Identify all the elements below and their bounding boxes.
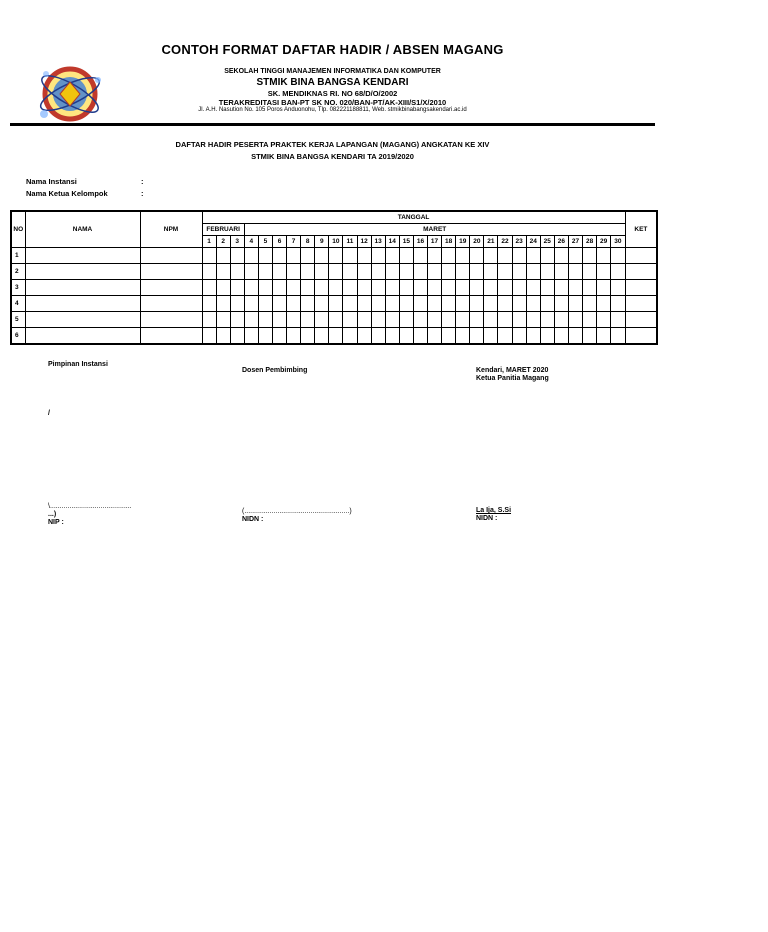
table-cell — [442, 312, 456, 328]
header-day: 10 — [329, 236, 343, 248]
header-day: 9 — [315, 236, 329, 248]
table-cell — [357, 312, 371, 328]
table-cell — [329, 280, 343, 296]
header-day: 3 — [230, 236, 244, 248]
row-number: 1 — [11, 248, 25, 264]
table-cell — [470, 264, 484, 280]
table-cell — [526, 312, 540, 328]
decree: SK. MENDIKNAS RI. NO 68/D/O/2002 — [267, 89, 398, 98]
table-cell — [357, 248, 371, 264]
table-cell — [597, 248, 611, 264]
table-cell — [470, 280, 484, 296]
table-cell — [442, 280, 456, 296]
table-cell — [540, 312, 554, 328]
table-cell — [244, 296, 258, 312]
header-day: 7 — [287, 236, 301, 248]
table-cell — [484, 312, 498, 328]
pimpinan-close: ...) — [48, 511, 57, 518]
table-cell — [301, 248, 315, 264]
table-cell — [343, 280, 357, 296]
table-cell — [512, 312, 526, 328]
table-cell — [540, 248, 554, 264]
table-cell — [512, 248, 526, 264]
school-category: SEKOLAH TINGGI MANAJEMEN INFORMATIKA DAN KOMPUTER — [224, 68, 441, 75]
table-cell — [371, 264, 385, 280]
ketua-panitia-title: Ketua Panitia Magang — [476, 375, 549, 382]
table-cell — [597, 264, 611, 280]
table-cell — [140, 296, 202, 312]
accreditation: TERAKREDITASI BAN-PT SK NO. 020/BAN-PT/AK-XIII/S1/X/2010 — [218, 98, 447, 107]
table-cell — [625, 312, 657, 328]
table-cell — [413, 296, 427, 312]
row-number: 5 — [11, 312, 25, 328]
subtitle-2: STMIK BINA BANGSA KENDARI TA 2019/2020 — [251, 152, 414, 161]
table-cell — [413, 328, 427, 345]
table-cell — [287, 280, 301, 296]
ketua-nidn: NIDN : — [476, 515, 498, 522]
header-day: 30 — [611, 236, 625, 248]
table-cell — [399, 312, 413, 328]
table-cell — [329, 312, 343, 328]
table-cell — [512, 296, 526, 312]
header-day: 22 — [498, 236, 512, 248]
header-day: 5 — [258, 236, 272, 248]
table-cell — [399, 264, 413, 280]
table-cell — [413, 280, 427, 296]
instansi-colon: : — [141, 177, 144, 186]
table-cell — [554, 312, 568, 328]
table-cell — [554, 296, 568, 312]
table-cell — [484, 296, 498, 312]
header-month-mar: MARET — [244, 224, 625, 236]
table-cell — [301, 296, 315, 312]
table-cell — [385, 280, 399, 296]
header-day: 18 — [442, 236, 456, 248]
table-cell — [625, 280, 657, 296]
header-day: 4 — [244, 236, 258, 248]
pimpinan-slash: / — [48, 410, 50, 417]
table-cell — [413, 264, 427, 280]
table-cell — [428, 264, 442, 280]
table-cell — [442, 248, 456, 264]
table-cell — [357, 280, 371, 296]
table-cell — [385, 328, 399, 345]
header-day: 17 — [428, 236, 442, 248]
table-cell — [272, 264, 286, 280]
dosen-title: Dosen Pembimbing — [242, 367, 308, 374]
table-cell — [140, 328, 202, 345]
table-cell — [456, 296, 470, 312]
table-cell — [625, 264, 657, 280]
table-cell — [399, 328, 413, 345]
table-cell — [526, 248, 540, 264]
table-cell — [357, 296, 371, 312]
table-cell — [216, 296, 230, 312]
table-cell — [456, 264, 470, 280]
table-cell — [258, 264, 272, 280]
header-day: 20 — [470, 236, 484, 248]
table-cell — [140, 280, 202, 296]
table-cell — [371, 328, 385, 345]
table-cell — [554, 328, 568, 345]
table-cell — [611, 280, 625, 296]
table-cell — [526, 296, 540, 312]
table-cell — [526, 264, 540, 280]
header-month-feb: FEBRUARI — [202, 224, 244, 236]
table-row — [11, 248, 657, 264]
table-cell — [216, 248, 230, 264]
header-day: 12 — [357, 236, 371, 248]
header-day: 2 — [216, 236, 230, 248]
table-cell — [202, 296, 216, 312]
header-day: 24 — [526, 236, 540, 248]
table-cell — [329, 264, 343, 280]
table-cell — [611, 328, 625, 345]
header-day: 13 — [371, 236, 385, 248]
table-cell — [470, 312, 484, 328]
table-cell — [202, 312, 216, 328]
table-cell — [498, 296, 512, 312]
header-day: 26 — [554, 236, 568, 248]
header-divider — [10, 123, 655, 126]
table-cell — [25, 264, 140, 280]
table-cell — [611, 248, 625, 264]
header-day: 14 — [385, 236, 399, 248]
table-cell — [413, 248, 427, 264]
ketua-colon: : — [141, 189, 144, 198]
table-cell — [371, 280, 385, 296]
header-day: 21 — [484, 236, 498, 248]
table-cell — [484, 280, 498, 296]
header-day: 23 — [512, 236, 526, 248]
table-cell — [498, 280, 512, 296]
table-cell — [25, 280, 140, 296]
document-title: CONTOH FORMAT DAFTAR HADIR / ABSEN MAGANG — [161, 42, 504, 57]
table-cell — [25, 328, 140, 345]
school-name: STMIK BINA BANGSA KENDARI — [256, 77, 409, 88]
table-cell — [498, 264, 512, 280]
table-cell — [216, 264, 230, 280]
table-cell — [583, 296, 597, 312]
table-cell — [568, 248, 582, 264]
table-cell — [385, 264, 399, 280]
table-cell — [315, 328, 329, 345]
table-cell — [244, 248, 258, 264]
table-cell — [625, 296, 657, 312]
table-cell — [272, 312, 286, 328]
table-cell — [526, 328, 540, 345]
address: Jl. A.H. Nasution No. 105 Poros Anduonohu, Tlp. 082221188811, Web. stmikbinabangsakendari.ac.id — [198, 107, 467, 113]
header-day: 29 — [597, 236, 611, 248]
table-cell — [343, 328, 357, 345]
table-row — [11, 312, 657, 328]
table-cell — [399, 248, 413, 264]
table-cell — [625, 248, 657, 264]
table-cell — [315, 312, 329, 328]
table-cell — [512, 280, 526, 296]
table-cell — [413, 312, 427, 328]
table-cell — [568, 328, 582, 345]
table-cell — [258, 296, 272, 312]
table-cell — [470, 296, 484, 312]
table-cell — [287, 248, 301, 264]
table-cell — [202, 248, 216, 264]
table-cell — [540, 280, 554, 296]
table-cell — [140, 312, 202, 328]
table-cell — [230, 280, 244, 296]
table-cell — [428, 248, 442, 264]
pimpinan-title: Pimpinan Instansi — [48, 361, 108, 368]
table-cell — [315, 280, 329, 296]
table-cell — [272, 296, 286, 312]
table-cell — [554, 248, 568, 264]
table-cell — [230, 248, 244, 264]
table-cell — [540, 328, 554, 345]
table-row — [11, 296, 657, 312]
header-day: 28 — [583, 236, 597, 248]
table-cell — [230, 264, 244, 280]
table-cell — [272, 248, 286, 264]
header-no: NO — [11, 211, 25, 248]
table-cell — [540, 296, 554, 312]
table-cell — [244, 312, 258, 328]
table-cell — [484, 264, 498, 280]
table-cell — [540, 264, 554, 280]
table-row — [11, 264, 657, 280]
table-cell — [258, 328, 272, 345]
table-cell — [554, 280, 568, 296]
table-cell — [597, 280, 611, 296]
table-cell — [611, 264, 625, 280]
table-cell — [597, 312, 611, 328]
kendari-date: Kendari, MARET 2020 — [476, 367, 549, 374]
table-cell — [583, 328, 597, 345]
table-cell — [597, 328, 611, 345]
table-cell — [301, 328, 315, 345]
table-cell — [512, 264, 526, 280]
table-cell — [244, 264, 258, 280]
table-cell — [428, 296, 442, 312]
table-cell — [456, 280, 470, 296]
ketua-label: Nama Ketua Kelompok — [26, 189, 108, 198]
table-row — [11, 328, 657, 345]
subtitle-1: DAFTAR HADIR PESERTA PRAKTEK KERJA LAPANGAN (MAGANG) ANGKATAN KE XIV — [175, 140, 490, 149]
row-number: 3 — [11, 280, 25, 296]
table-cell — [583, 312, 597, 328]
table-cell — [272, 280, 286, 296]
table-cell — [216, 312, 230, 328]
header-day: 8 — [301, 236, 315, 248]
row-number: 6 — [11, 328, 25, 345]
table-cell — [140, 248, 202, 264]
table-cell — [315, 296, 329, 312]
table-cell — [484, 328, 498, 345]
table-cell — [583, 248, 597, 264]
table-cell — [258, 248, 272, 264]
table-cell — [568, 296, 582, 312]
table-cell — [258, 280, 272, 296]
table-cell — [568, 280, 582, 296]
instansi-label: Nama Instansi — [26, 177, 77, 186]
table-cell — [512, 328, 526, 345]
table-cell — [230, 328, 244, 345]
table-cell — [371, 248, 385, 264]
table-cell — [385, 296, 399, 312]
table-cell — [287, 312, 301, 328]
table-cell — [315, 248, 329, 264]
table-cell — [399, 280, 413, 296]
table-cell — [428, 328, 442, 345]
table-cell — [568, 312, 582, 328]
table-cell — [371, 296, 385, 312]
header-npm: NPM — [140, 211, 202, 248]
table-cell — [470, 328, 484, 345]
table-cell — [301, 264, 315, 280]
table-cell — [301, 280, 315, 296]
header-day: 19 — [456, 236, 470, 248]
table-cell — [343, 296, 357, 312]
header-day: 1 — [202, 236, 216, 248]
table-cell — [428, 280, 442, 296]
header-day: 16 — [413, 236, 427, 248]
table-row — [11, 280, 657, 296]
attendance-table — [10, 210, 658, 345]
table-cell — [343, 248, 357, 264]
header-tanggal: TANGGAL — [202, 211, 625, 224]
table-cell — [329, 248, 343, 264]
table-cell — [343, 312, 357, 328]
table-cell — [140, 264, 202, 280]
table-cell — [287, 328, 301, 345]
table-cell — [287, 296, 301, 312]
table-cell — [315, 264, 329, 280]
table-cell — [442, 264, 456, 280]
table-cell — [357, 328, 371, 345]
table-cell — [329, 328, 343, 345]
table-cell — [554, 264, 568, 280]
table-cell — [385, 248, 399, 264]
table-cell — [625, 328, 657, 345]
table-cell — [611, 312, 625, 328]
table-cell — [568, 264, 582, 280]
table-cell — [498, 248, 512, 264]
table-cell — [442, 328, 456, 345]
header-ket: KET — [625, 211, 657, 248]
table-cell — [25, 296, 140, 312]
table-cell — [25, 312, 140, 328]
table-cell — [583, 280, 597, 296]
table-cell — [329, 296, 343, 312]
table-cell — [470, 248, 484, 264]
pimpinan-line: \.......................................... — [48, 503, 132, 510]
table-cell — [216, 280, 230, 296]
table-cell — [484, 248, 498, 264]
header-day: 11 — [343, 236, 357, 248]
table-cell — [442, 296, 456, 312]
table-cell — [428, 312, 442, 328]
table-cell — [456, 248, 470, 264]
table-cell — [357, 264, 371, 280]
table-cell — [611, 296, 625, 312]
table-cell — [343, 264, 357, 280]
table-cell — [456, 312, 470, 328]
dosen-nidn: NIDN : — [242, 516, 264, 523]
header-nama: NAMA — [25, 211, 140, 248]
table-cell — [526, 280, 540, 296]
header-day: 15 — [399, 236, 413, 248]
table-cell — [597, 296, 611, 312]
table-cell — [230, 312, 244, 328]
row-number: 4 — [11, 296, 25, 312]
table-cell — [202, 280, 216, 296]
table-cell — [202, 264, 216, 280]
pimpinan-nip: NIP : — [48, 519, 64, 526]
table-cell — [244, 280, 258, 296]
table-cell — [583, 264, 597, 280]
table-cell — [385, 312, 399, 328]
table-cell — [498, 312, 512, 328]
table-cell — [272, 328, 286, 345]
header-day: 25 — [540, 236, 554, 248]
table-cell — [202, 328, 216, 345]
table-cell — [287, 264, 301, 280]
ketua-name: La Ija, S.Si — [476, 507, 512, 514]
table-cell — [371, 312, 385, 328]
table-cell — [25, 248, 140, 264]
table-cell — [399, 296, 413, 312]
table-cell — [498, 328, 512, 345]
row-number: 2 — [11, 264, 25, 280]
header-day: 27 — [568, 236, 582, 248]
table-cell — [301, 312, 315, 328]
header-day: 6 — [272, 236, 286, 248]
dosen-line: (......................................................) — [242, 508, 352, 515]
table-cell — [244, 328, 258, 345]
table-cell — [456, 328, 470, 345]
table-cell — [230, 296, 244, 312]
table-cell — [216, 328, 230, 345]
table-cell — [258, 312, 272, 328]
